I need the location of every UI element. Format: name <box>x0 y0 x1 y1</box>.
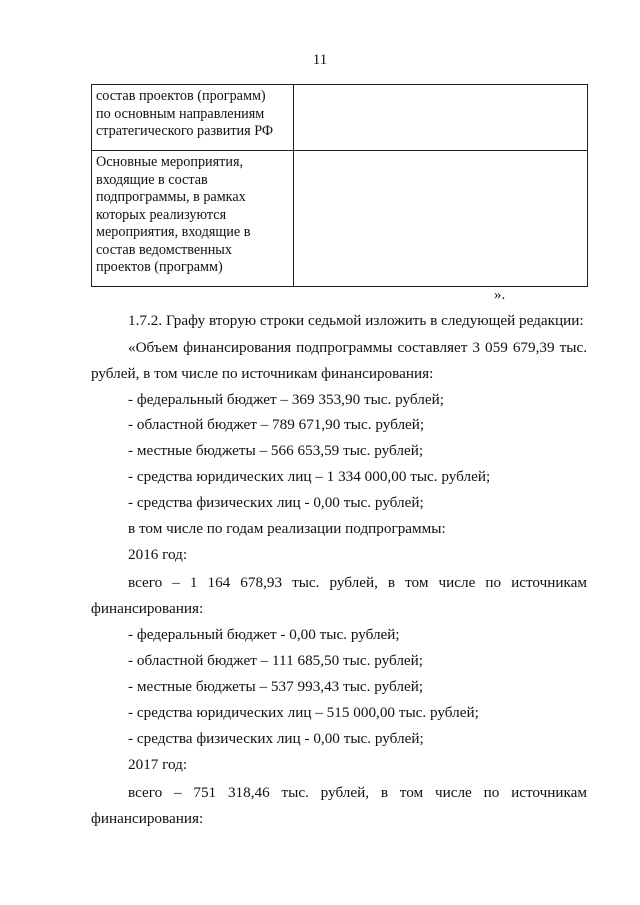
cell-text-line: по основным направлениям <box>96 105 265 122</box>
table-row <box>92 151 588 287</box>
funding-intro-line: «Объем финансирования подпрограммы составляет 3 059 679,39 тыс. <box>128 339 587 356</box>
funding-total-item: - областной бюджет – 789 671,90 тыс. рублей; <box>128 416 425 433</box>
cell-text-line: мероприятия, входящие в <box>96 224 251 240</box>
funding-total-item: - местные бюджеты – 566 653,59 тыс. рублей; <box>128 442 424 459</box>
funding-total-item: - средства юридических лиц – 1 334 000,00 тыс. рублей; <box>128 468 491 485</box>
cell-text-line: состав проектов (программ) <box>96 88 266 104</box>
cell-text-line: проектов (программ) <box>96 259 223 275</box>
funding-total-item: - федеральный бюджет – 369 353,90 тыс. рублей; <box>128 391 444 408</box>
cell-text-line: входящие в состав <box>96 171 208 188</box>
year-source-item: - федеральный бюджет - 0,00 тыс. рублей; <box>128 626 400 643</box>
cell-text-line: Основные мероприятия, <box>96 154 244 170</box>
closing-quote-mark: ». <box>494 287 506 303</box>
cell-text-line: стратегического развития РФ <box>96 123 274 139</box>
year-total-line: финансирования: <box>91 600 204 617</box>
year-source-item: - местные бюджеты – 537 993,43 тыс. рублей; <box>128 678 424 695</box>
year-source-item: - средства физических лиц - 0,00 тыс. рублей; <box>128 730 424 747</box>
year-total-line: финансирования: <box>91 810 204 827</box>
funding-intro-line: рублей, в том числе по источникам финансирования: <box>91 365 434 382</box>
table-cell-value <box>294 151 588 287</box>
item-heading: 1.7.2. Графу вторую строки седьмой изложить в следующей редакции: <box>128 312 584 329</box>
cell-text-line: состав ведомственных <box>96 241 232 258</box>
year-total-line: всего – 1 164 678,93 тыс. рублей, в том числе по источникам <box>128 574 587 591</box>
cell-text-line: которых реализуются <box>96 206 227 223</box>
year-source-item: - областной бюджет – 111 685,50 тыс. рублей; <box>128 652 424 669</box>
table-cell-label <box>92 151 294 287</box>
table-row <box>92 85 588 151</box>
page-number: 11 <box>312 52 328 68</box>
cell-text-line: подпрограммы, в рамках <box>96 189 246 205</box>
year-label: 2016 год: <box>128 546 188 563</box>
year-source-item: - средства юридических лиц – 515 000,00 тыс. рублей; <box>128 704 479 721</box>
table-cell-label <box>92 85 294 151</box>
table-cell-value <box>294 85 588 151</box>
by-year-intro: в том числе по годам реализации подпрограммы: <box>128 520 446 537</box>
funding-total-item: - средства физических лиц - 0,00 тыс. рублей; <box>128 494 424 511</box>
year-total-line: всего – 751 318,46 тыс. рублей, в том числе по источникам <box>128 784 587 801</box>
year-label: 2017 год: <box>128 756 188 773</box>
passport-table <box>91 84 588 287</box>
